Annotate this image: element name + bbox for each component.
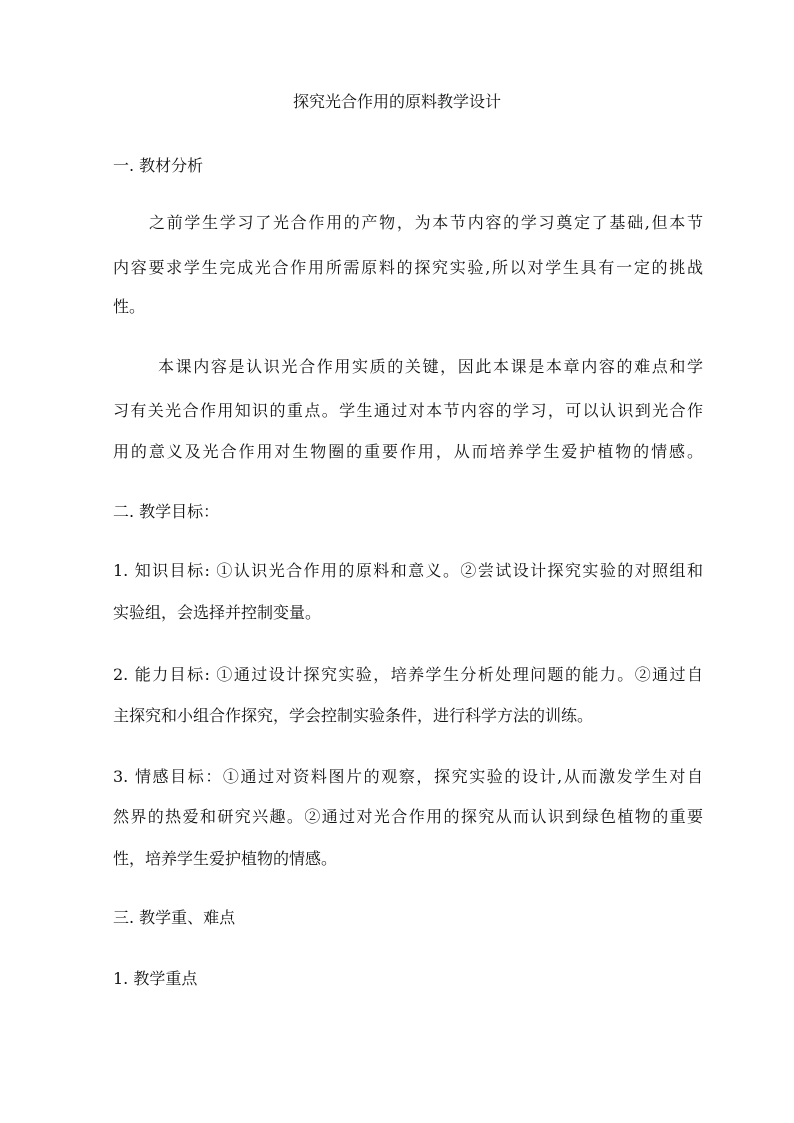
goal-line: 主探究和小组合作探究，学会控制实验条件，进行科学方法的训练。	[113, 706, 594, 725]
paragraph-line: 用的意义及光合作用对生物圈的重要作用，从而培养学生爱护植物的情感。	[113, 442, 703, 461]
goal-line: 3. 情感目标：①通过对资料图片的观察，探究实验的设计,从而激发学生对自	[113, 767, 703, 786]
goal-line: 实验组，会选择并控制变量。	[113, 603, 322, 622]
goal-line: 2. 能力目标: ①通过设计探究实验，培养学生分析处理问题的能力。②通过自	[113, 665, 703, 684]
paragraph-line: 内容要求学生完成光合作用所需原料的探究实验,所以对学生具有一定的挑战	[113, 258, 703, 277]
paragraph-line: 性。	[113, 297, 146, 316]
section-heading-teaching-goals: 二. 教学目标：	[113, 502, 220, 521]
section-heading-key-points: 三. 教学重、难点	[113, 908, 236, 927]
document-title: 探究光合作用的原料教学设计	[292, 92, 501, 111]
goal-line: 然界的热爱和研究兴趣。②通过对光合作用的探究从而认识到绿色植物的重要	[113, 807, 703, 826]
paragraph-line: 本课内容是认识光合作用实质的关键，因此本课是本章内容的难点和学	[158, 357, 703, 376]
section-heading-textbook-analysis: 一. 教材分析	[113, 156, 204, 175]
paragraph-line: 习有关光合作用知识的重点。学生通过对本节内容的学习，可以认识到光合作	[113, 401, 703, 420]
paragraph-line: 之前学生学习了光合作用的产物，为本节内容的学习奠定了基础,但本节	[149, 213, 703, 232]
goal-line: 性，培养学生爱护植物的情感。	[113, 849, 338, 868]
subheading-teaching-focus: 1. 教学重点	[113, 969, 198, 988]
goal-line: 1. 知识目标: ①认识光合作用的原料和意义。②尝试设计探究实验的对照组和	[113, 561, 703, 580]
